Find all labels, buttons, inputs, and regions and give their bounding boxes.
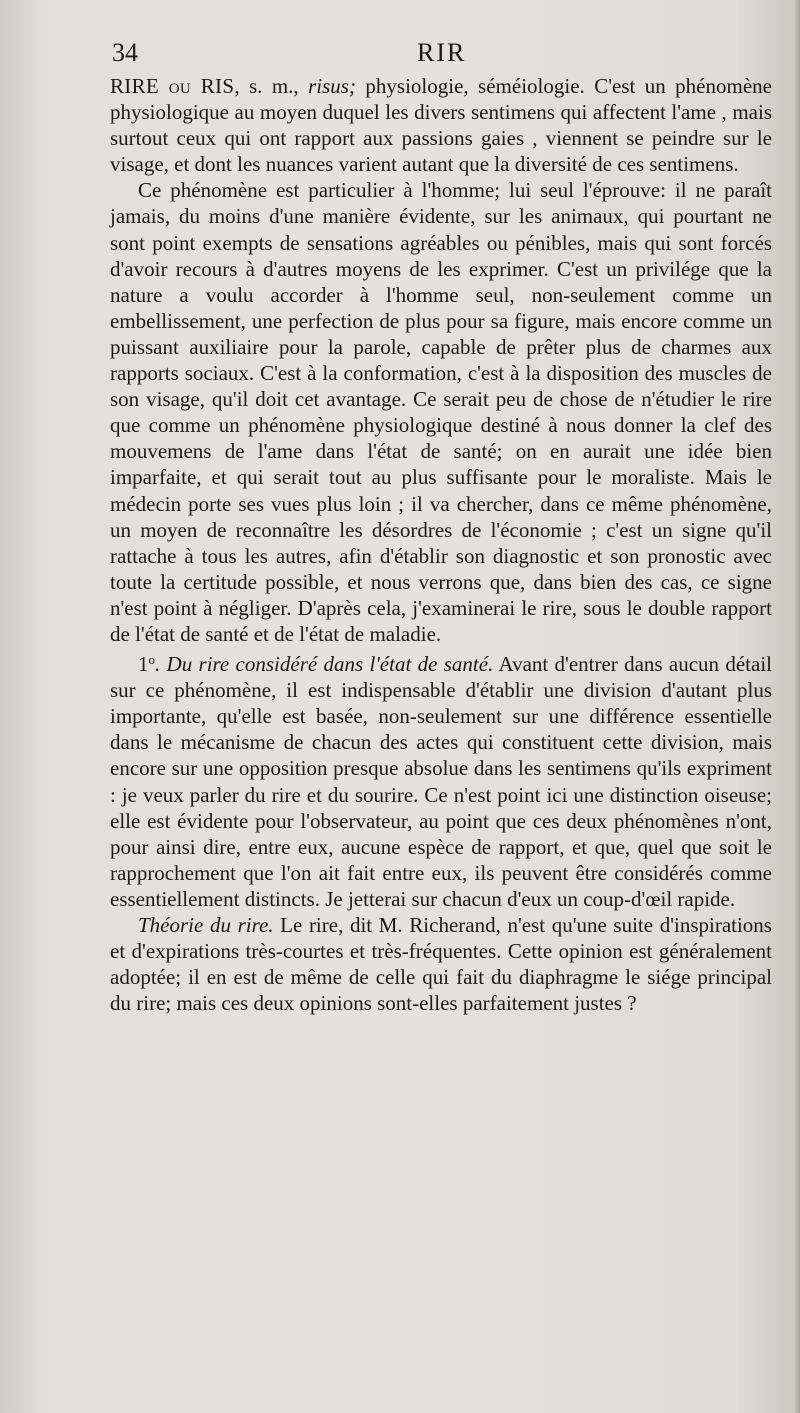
- entry-grammar: , s. m.,: [234, 74, 309, 98]
- paragraph-phenomenon: Ce phénomène est particulier à l'homme; lui seul l'éprouve: il ne paraît jamais, du moins d'une manière évidente, sur les animaux, qui pourtant ne sont point exempts de sensations agréables ou pénibles, mais qui sont forcés d'avoir recours à d'autres moyens de les exprimer. C'est un privilége que la nature a voulu accorder à l'homme seul, non-seulement comme un embellissement, une perfection de plus pour sa figure, mais encore comme un puissant auxiliaire pour la parole, capable de prêter plus de charmes aux rapports sociaux. C'est à la conformation, c'est à la disposition des muscles de son visage, qu'il doit cet avantage. Ce serait peu de chose de n'étudier le rire que comme un phénomène physiologique destiné à nous donner la clef des mouvemens de l'ame dans l'état de santé; on en aurait une idée bien imparfaite, et qui serait tout au plus suffisante pour le moraliste. Mais le médecin porte ses vues plus loin ; il va chercher, dans ce même phénomène, un moyen de reconnaître les désordres de l'économie ; c'est un signe qu'il rattache à tous les autres, afin d'établir son diagnostic et son pronostic avec toute la certitude possible, et nous verrons que, dans bien des cas, ce signe n'est point à négliger. D'après cela, j'examinerai le rire, sous le double rapport de l'état de santé et de l'état de maladie.: [110, 178, 772, 646]
- entry-paragraph: [110, 73, 772, 177]
- page-number: 34: [112, 38, 138, 67]
- article-body: [110, 73, 772, 1016]
- running-title: RIR: [417, 38, 467, 67]
- entry-fields: physiologie, séméiologie.: [355, 74, 585, 98]
- theory-title: Théorie du rire.: [138, 913, 274, 937]
- entry-definition: C'est un phénomène physiologique au moyen duquel les divers sentimens qui affectent l'ame , mais surtout ceux qui ont rapport aux passions gaies , viennent se peindre sur le visage, et dont les nuances varient autant que la diversité de ces sentimens.: [110, 74, 772, 177]
- entry-latin: risus;: [308, 74, 356, 98]
- section-title: . Du rire considéré dans l'état de santé.: [155, 652, 494, 677]
- section-number: 1$^o$: [138, 652, 155, 677]
- theory-body: Le rire, dit M. Richerand, n'est qu'une suite d'inspirations et d'expirations très-courtes et très-fréquentes. Cette opinion est généralement adoptée; il en est de même de celle qui fait du diaphragme le siége principal du rire; mais ces deux opinions sont-elles parfaitement justes ?: [110, 913, 772, 1016]
- running-header: [112, 38, 772, 72]
- section-body: Avant d'entrer dans aucun détail sur ce phénomène, il est indispensable d'établir une division d'autant plus importante, qu'elle est basée, non-seulement sur une différence essentielle dans le mécanisme de chacun des actes qui constituent cette division, mais encore sur une opposition presque absolue dans les sentimens qu'ils expriment : je veux parler du rire et du sourire. Ce n'est point ici une distinction oiseuse; elle est évidente pour l'observateur, au point que ces deux phénomènes n'ont, pour ainsi dire, entre eux, aucune espèce de rapport, et que, quel que soit le rapprochement que l'on ait fait entre eux, ils peuvent être considérés comme essentiellement distincts. Je jetterai sur chacun d'eux un coup-d'œil rapide.: [110, 652, 772, 911]
- paragraph-theory: [110, 912, 772, 1016]
- entry-headword: RIRE ou RIS: [110, 74, 235, 98]
- section-healthy-state: [110, 647, 772, 912]
- page-edge-shadow: [794, 0, 800, 1413]
